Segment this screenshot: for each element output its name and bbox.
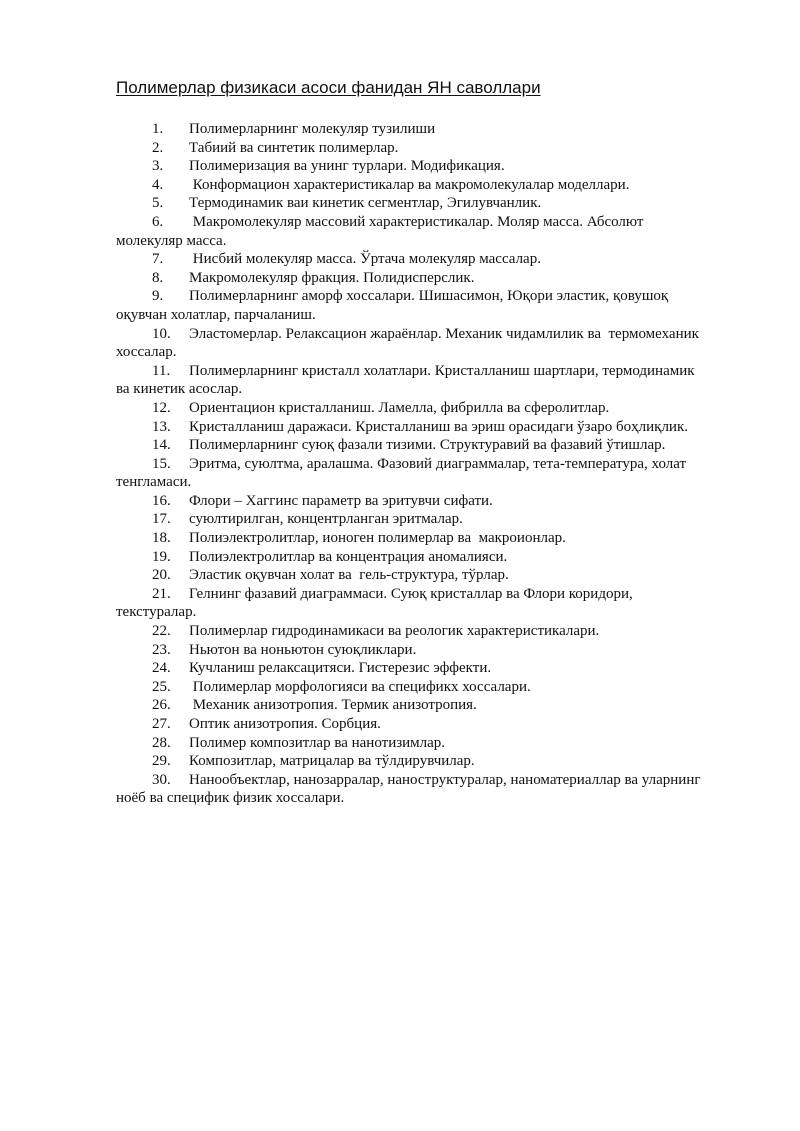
- question-item: [116, 678, 748, 697]
- question-text: Конформацион характеристикалар ва макромолекулалар моделлари.: [189, 176, 630, 193]
- question-item: [116, 771, 748, 808]
- question-line: [116, 120, 748, 139]
- question-item: [116, 548, 748, 567]
- question-text: Полимеризация ва унинг турлари. Модификация.: [189, 158, 505, 175]
- question-line: [116, 585, 748, 604]
- document-title: Полимерлар физикаси асоси фанидан ЯН саволлари: [116, 78, 541, 97]
- question-item: [116, 362, 748, 399]
- question-text: Полиэлектролитлар, ионоген полимерлар ва макроионлар.: [189, 530, 566, 547]
- question-line: [116, 269, 748, 288]
- question-line: [116, 176, 748, 195]
- question-line: [116, 771, 748, 790]
- question-text: Полимер композитлар ва нанотизимлар.: [189, 734, 446, 751]
- question-text: Термодинамик ваи кинетик сегментлар, Эгилувчанлик.: [189, 195, 542, 212]
- question-line: [116, 399, 748, 418]
- question-item: [116, 213, 748, 250]
- question-text: Полимерлар гидродинамикаси ва реологик характеристикалари.: [189, 623, 600, 640]
- question-number: 21.: [152, 585, 171, 602]
- question-line: [116, 325, 748, 344]
- question-number: 14.: [152, 437, 171, 454]
- question-item: [116, 622, 748, 641]
- question-number: 22.: [152, 623, 171, 640]
- question-text: Оптик анизотропия. Сорбция.: [189, 716, 381, 732]
- question-line: [116, 510, 748, 529]
- question-item: [116, 752, 748, 771]
- question-line: [116, 157, 748, 176]
- question-text-continuation: хоссалар.: [116, 344, 177, 361]
- question-item: [116, 325, 748, 362]
- question-text: Эластомерлар. Релаксацион жараёнлар. Механик чидамлилик ва термомеханик: [189, 325, 699, 342]
- question-item: [116, 529, 748, 548]
- question-line: [116, 139, 748, 158]
- question-text: Полиэлектролитлар ва концентрация аномалияси.: [189, 548, 508, 565]
- question-list: [116, 120, 748, 808]
- question-number: 30.: [152, 771, 171, 788]
- question-line: [116, 455, 748, 474]
- question-number: 9.: [152, 288, 164, 305]
- question-number: 16.: [152, 492, 171, 509]
- question-item: [116, 510, 748, 529]
- question-number: 11.: [152, 362, 171, 379]
- question-number: 12.: [152, 399, 171, 416]
- question-number: 18.: [152, 530, 171, 547]
- question-item: [116, 715, 748, 734]
- question-number: 25.: [152, 678, 171, 695]
- question-line: [116, 566, 748, 585]
- question-number: 20.: [152, 567, 171, 584]
- question-text-continuation: текстуралар.: [116, 604, 197, 621]
- question-text: Эластик оқувчан холат ва гель-структура, тўрлар.: [189, 567, 509, 584]
- question-number: 17.: [152, 511, 171, 528]
- question-line: [116, 529, 748, 548]
- question-item: [116, 641, 748, 660]
- question-number: 6.: [152, 213, 164, 230]
- question-number: 2.: [152, 139, 164, 156]
- question-text: суюлтирилган, концентрланган эритмалар.: [189, 511, 463, 528]
- question-number: 8.: [152, 269, 164, 286]
- question-line: [116, 287, 748, 306]
- question-item: [116, 492, 748, 511]
- question-text: Нанообъектлар, нанозарралар, наноструктуралар, наноматериаллар ва уларнинг: [189, 771, 701, 788]
- question-number: 5.: [152, 195, 164, 212]
- question-item: [116, 287, 748, 324]
- question-text: Нисбий молекуляр масса. Ўртача молекуляр массалар.: [189, 251, 541, 268]
- question-item: [116, 176, 748, 195]
- question-item: [116, 436, 748, 455]
- question-text: Ориентацион кристалланиш. Ламелла, фибрилла ва сферолитлар.: [189, 399, 610, 416]
- question-number: 13.: [152, 418, 171, 435]
- question-text: Полимерларнинг кристалл холатлари. Кристалланиш шартлари, термодинамик: [189, 362, 695, 379]
- question-line: [116, 213, 748, 232]
- question-line: [116, 492, 748, 511]
- question-text: Макромолекуляр массовий характеристикалар. Моляр масса. Абсолют: [189, 213, 644, 230]
- question-item: [116, 659, 748, 678]
- question-item: [116, 455, 748, 492]
- question-line: [116, 641, 748, 660]
- question-number: 3.: [152, 158, 164, 175]
- question-number: 15.: [152, 455, 171, 472]
- question-text: Эритма, суюлтма, аралашма. Фазовий диаграммалар, тета-температура, холат: [189, 455, 687, 472]
- question-item: [116, 734, 748, 753]
- question-number: 29.: [152, 753, 171, 770]
- question-text-continuation: ва кинетик асослар.: [116, 381, 243, 398]
- question-number: 26.: [152, 697, 171, 714]
- question-text: Полимерларнинг суюқ фазали тизими. Структуравий ва фазавий ўтишлар.: [189, 437, 666, 454]
- question-text: Макромолекуляр фракция. Полидисперслик.: [189, 269, 475, 286]
- question-line: [116, 715, 748, 734]
- question-number: 27.: [152, 716, 171, 732]
- question-text: Полимерларнинг аморф хоссалари. Шишасимон, Юқори эластик, қовушоқ: [189, 288, 669, 305]
- question-text: Гелнинг фазавий диаграммаси. Суюқ кристаллар ва Флори коридори,: [189, 585, 633, 602]
- question-text-continuation: молекуляр масса.: [116, 232, 227, 249]
- question-item: [116, 157, 748, 176]
- question-line: [116, 436, 748, 455]
- question-item: [116, 269, 748, 288]
- question-number: 24.: [152, 660, 171, 677]
- question-item: [116, 566, 748, 585]
- question-number: 7.: [152, 251, 164, 268]
- question-number: 23.: [152, 641, 171, 658]
- question-line: [116, 734, 748, 753]
- question-text: Полимерларнинг молекуляр тузилиши: [189, 121, 436, 137]
- question-line: [116, 194, 748, 213]
- question-item: [116, 399, 748, 418]
- question-line: [116, 418, 748, 437]
- question-line: [116, 622, 748, 641]
- question-number: 10.: [152, 325, 171, 342]
- question-number: 19.: [152, 548, 171, 565]
- question-line: [116, 678, 748, 697]
- question-text-continuation: ноёб ва специфик физик хоссалари.: [116, 790, 345, 807]
- question-line: [116, 250, 748, 269]
- question-item: [116, 120, 748, 139]
- question-number: 1.: [152, 121, 164, 137]
- question-text: Кристалланиш даражаси. Кристалланиш ва эриш орасидаги ўзаро боҳлиқлик.: [189, 418, 688, 435]
- question-number: 28.: [152, 734, 171, 751]
- question-line: [116, 752, 748, 771]
- question-item: [116, 585, 748, 622]
- question-text: Табиий ва синтетик полимерлар.: [189, 139, 399, 156]
- question-text-continuation: оқувчан холатлар, парчаланиш.: [116, 306, 316, 323]
- question-text: Кучланиш релаксацитяси. Гистерезис эффекти.: [189, 660, 492, 677]
- question-text: Полимерлар морфологияси ва спецификх хоссалари.: [189, 678, 531, 695]
- question-item: [116, 418, 748, 437]
- question-text: Механик анизотропия. Термик анизотропия.: [189, 697, 477, 714]
- question-text: Флори – Хаггинс параметр ва эритувчи сифати.: [189, 492, 493, 509]
- question-number: 4.: [152, 176, 164, 193]
- question-text: Композитлар, матрицалар ва тўлдирувчилар.: [189, 753, 475, 770]
- question-line: [116, 548, 748, 567]
- question-text: Ньютон ва ноньютон суюқликлари.: [189, 641, 417, 658]
- question-item: [116, 696, 748, 715]
- question-line: [116, 659, 748, 678]
- question-item: [116, 139, 748, 158]
- question-text-continuation: тенгламаси.: [116, 474, 192, 491]
- question-line: [116, 696, 748, 715]
- question-item: [116, 194, 748, 213]
- question-line: [116, 362, 748, 381]
- question-item: [116, 250, 748, 269]
